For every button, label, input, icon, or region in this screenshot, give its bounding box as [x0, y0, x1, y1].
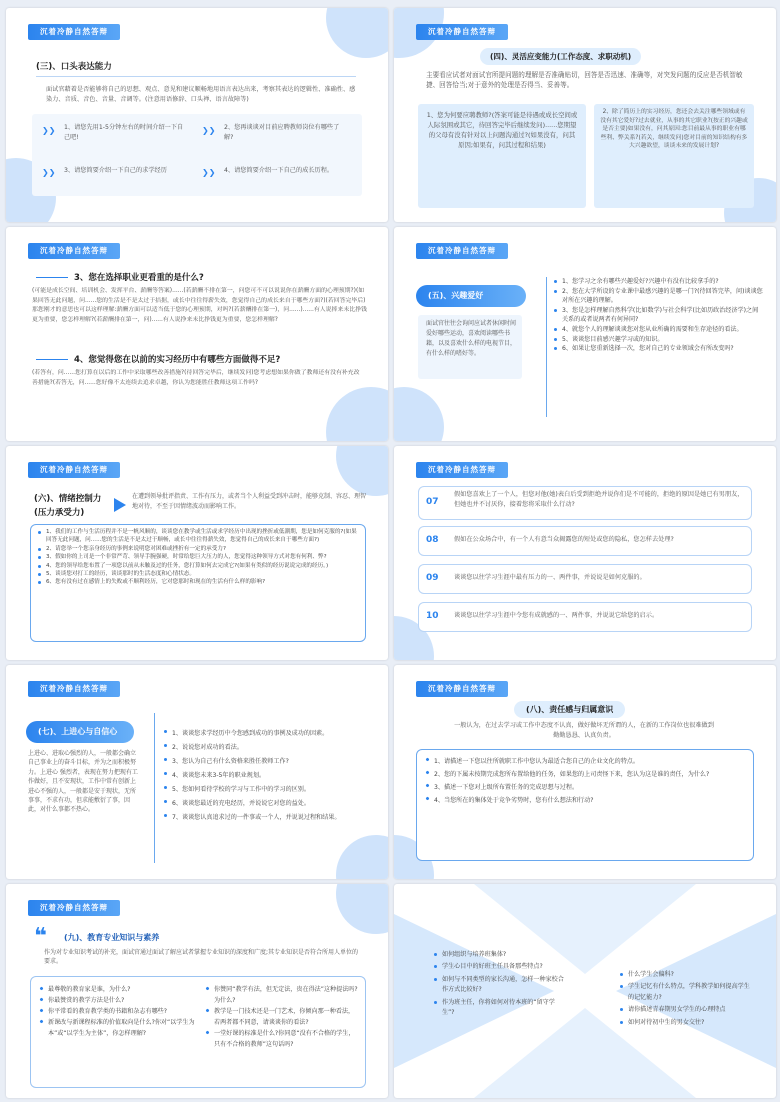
list-item: 2、请您举一个您亲身经历的事例来说明您对困难或挫折有一定的承受力?: [38, 545, 360, 553]
list-item: 3、描述一下您对上级所布置任务的完成思想与过程。: [426, 781, 746, 794]
item-number: 09: [426, 573, 439, 583]
question-list: [164, 727, 374, 825]
slide-4: [394, 227, 776, 441]
slide-heading: (九)、教育专业知识与素养: [64, 933, 160, 942]
question-3-heading: 3、您在选择职业更看重的是什么?: [74, 273, 204, 283]
list-item: 请你描述青春期男女学生的心理特点: [620, 1005, 750, 1015]
slide-tag: 沉着冷静自然答辩: [28, 24, 120, 40]
slide-heading: (六)、情绪控制力: [34, 494, 102, 504]
question-list-right: [206, 984, 360, 1050]
list-item: 一堂好课的标准是什么?你同意“没有不合格的学生，只有不合格的教师”这句话吗?: [206, 1028, 360, 1050]
question-4: 4、请您简要介绍一下自己的成长历程。: [224, 167, 334, 174]
intro-text: 面试官藉着是否能够将自己的思想、观点、意见和建议顺畅地用语言表达出来，考察其表达的逻辑性、准确性、感染力、音质、音色、音量、音调等。(注意用语修辞、口头禅、语言故障等): [46, 86, 356, 103]
intro-text: 上进心、进取心强烈的人，一般都会确立自己事业上的奋斗目标，并为之而积极努力。上进心 强烈者，表现在努力把现有工作做好，且不安现状，工作中常有创新上进心不强的人，一般都是安于现状，无所事事，不求有功，但求能敷衍了事，因此，对什么事都不热心。: [28, 750, 138, 814]
question-4-text: (若答有，问......您打算在以后的工作中采取哪些改善措施?(待回答完毕后，继续发问)您考虑想如果你做了教师还有没有补充改善措施?(若答无，问......您好像不太连续去追求卓越，你认为您能胜任教师这项工作吗?: [32, 370, 360, 386]
slide-tag: 沉着冷静自然答辩: [28, 462, 120, 478]
quote-icon: ❝: [34, 924, 47, 949]
question-list: [38, 528, 360, 587]
item-number: 10: [426, 611, 439, 621]
slide-tag: 沉着冷静自然答辩: [28, 243, 120, 259]
list-item: 如何与不同类型的家长沟通，怎样一种家校合作方式比较好?: [434, 975, 564, 996]
list-item: 3、假如你的上司是一个非常严苛、领导手腕强硬，时常给您巨大压力的人，您觉得这种领导方式对您有何利、弊?: [38, 553, 360, 561]
list-item: 2、您在大学所设的专业课中最感兴趣的是哪一门?(待回答完毕，问)谈谈您对所在兴趣的理解。: [554, 287, 764, 306]
list-item: 新课改与新课程标准的价值取向是什么?你对“以学生为本”或“以学生为主体”，你怎样理解?: [40, 1017, 200, 1039]
slide-tag: 沉着冷静自然答辩: [416, 462, 508, 478]
list-item: 3、您认为自己有什么资格来胜任教师工作?: [164, 755, 374, 769]
slide-8: [394, 665, 776, 879]
list-item: 如何对待初中生的男女交往?: [620, 1018, 750, 1028]
slide-tag: 沉着冷静自然答辩: [416, 681, 508, 697]
item-text: 谈谈您以往学习生涯中最有压力的一、两件事，并说说是如何克服的。: [454, 574, 646, 581]
question-list: [554, 277, 764, 354]
intro-text: 在遭到领导批评指责、工作有压力，或者当个人利益受到冲击时，能够克制、容忍、理智地对待，不至于因情绪波动而影响工作。: [132, 493, 367, 510]
list-item: 2、您的下属未按期完成您所布置给他的任务，如果您的上司责怪下来，您认为这是谁的责任，为什么?: [426, 768, 746, 781]
arrow-icon: [114, 498, 126, 512]
slide-heading: (四)、灵活应变能力(工作态度、求职动机): [480, 48, 641, 65]
list-item: 1、您学习之余有哪些兴趣爱好?兴趣中有没有比较拿手的?: [554, 277, 764, 287]
question-list-left: [434, 950, 564, 1020]
item-text: 假如在公众场合中，有一个人有意当众揭露您的短处或您的隐私，您怎样去处理?: [454, 536, 674, 543]
list-item: 4、当您所在的集体处于竞争劣势时，您有什么想法和行动?: [426, 794, 746, 807]
list-item: 6、谈谈您最近的充电经历，并说说它对您的益处。: [164, 797, 374, 811]
list-item: 1、我们的工作与生活历程并不是一帆风顺的，谈谈您在教学或生活或求学经历中出现的挫折或低潮期，您是如何克服的?(如果回答无此问题，问......您的生活是不是太过于顺畅，或长中往往得薪失效，您觉得自己的成长来自于哪些方面?): [38, 528, 360, 545]
question-1: 1、请您先用1-5分钟左右的时间介绍一下自己吧!: [64, 124, 184, 141]
slide-6: [394, 446, 776, 660]
slide-9: [6, 884, 388, 1098]
question-left: 1、您为何要应聘教师?(答案可能是待遇或成长空间或人际氛围或其它，待回答完毕后继续发问)......您期望的父母有没有针对以上问题沟通过?(如果没有，问其原因;如果有，问其过程和结果): [426, 111, 578, 149]
slide-tag: 沉着冷静自然答辩: [416, 24, 508, 40]
list-item: 7、谈谈您认真追求过的一件事或一个人，并说说过程和结果。: [164, 811, 374, 825]
slide-1: 沉着冷静自然答辩 (三)、口头表达能力 面试官藉着是否能够将自己的思想、观点、意见和建议顺畅地用语言表达出来，考察其表达的逻辑性、准确性、感染力、音质、音色、音量、音调等。(注意用语修辞、口头禅、语言故障等) ❯❯ 1、请您先用1-5分钟左右的时间介绍一下自己吧! ❯❯ 2、您再谈谈对目前应聘教师岗位有哪些了解? ❯❯ 3、请您简要介绍一下自己的求学经历 ❯❯ 4、请您简要介绍一下自己的成长历程。: [6, 8, 388, 222]
list-item: 4、您的领导给您布置了一项您以前从未触及过的任务，您打算如何去完成它?(如果有类似的经历说说完成的经历。): [38, 562, 360, 570]
list-item: 学生心目中的好班主任具备那些特点?: [434, 962, 564, 972]
item-number: 07: [426, 497, 439, 507]
question-3: 3、请您简要介绍一下自己的求学经历: [64, 167, 167, 174]
list-item: 5、您如何看待学校的学习与工作中的学习的区别。: [164, 783, 374, 797]
list-item: 5、谈谈您对打工的经历，谈谈那时的生活态度和心情状态。: [38, 570, 360, 578]
question-list-left: [40, 984, 200, 1039]
list-item: 1、请描述一下您以往所就职工作中您认为最适合您自己的企业文化的特点。: [426, 755, 746, 768]
slide-heading: (三)、口头表达能力: [36, 62, 112, 72]
intro-text: 面试官往往会询问应试者休闲时间爱好哪些运动，喜欢阅读哪些书籍，以及喜欢什么样的电视节目，有什么样的嗜好等。: [426, 320, 517, 357]
slide-heading: (八)、责任感与归属意识: [514, 701, 625, 718]
question-right: 2、除了简历上的实习经历，您还会去关注哪些领域或有没有其它爱好?过去就业，从事的其它职业?(按正的兴趣或是否主要)如果没有，问其原因:您目前最从事的职业有哪些利、弊关系?(若关，继续发问)您对目前的知识结构有多大兴趣欲望，谈谈未来的发展计划?: [600, 109, 748, 150]
list-item: 3、您是怎样理解自然科学(比如数学)与社会科学(比如历政治经济学)之间关系的或者说两者有何异同?: [554, 306, 764, 325]
list-item: 什么学生会偏科?: [620, 970, 750, 980]
list-item: 你平常看的教育教学类的书籍和杂志有哪些?: [40, 1006, 200, 1017]
list-item: 4、就您个人的理解谈谈您对您从业所确的需要和生存途径的看法。: [554, 325, 764, 335]
question-2: 2、您再谈谈对目前应聘教师岗位有哪些了解?: [224, 124, 340, 141]
slide-tag: 沉着冷静自然答辩: [28, 900, 120, 916]
list-item: 教学是一门技术还是一门艺术，你倾向那一种看法，若两者都不同意，请谈谈你的看法?: [206, 1006, 360, 1028]
slide-subheading: (压力承受力): [34, 508, 85, 518]
slide-10: [394, 884, 776, 1098]
list-item: 你赞同“教学有法，但无定法，贵在得法”这种提法吗?为什么?: [206, 984, 360, 1006]
list-item: 作为班主任，你将如何对待本班的“留守学生”?: [434, 998, 564, 1019]
slide-7: [6, 665, 388, 879]
item-text: 谈谈您以往学习生涯中令您有成就感的一、两件事，并说说它给您的启示。: [454, 612, 659, 619]
list-item: 2、说说您对成功的看法。: [164, 741, 374, 755]
list-item: 如何组织与培养班集体?: [434, 950, 564, 960]
list-item: 最尊敬的教育家是谁，为什么?: [40, 984, 200, 995]
question-3-text: (可能是成长空间、培训机会、发挥平台、薪酬等答案)......(若薪酬不排在第一，问您可不可以说说你在薪酬方面的心理预期?)(如果回答无此问题，问......您的生活是不是太过于拮据，或长中往往得薪失效，您觉得自己的成长来自于哪些方面?)(若回答完毕后)那您刚才的意思也可以这样理解:薪酬方面可以适当低于您的心理预期，对吗?(若薪酬排在第一)，问......)......有人说摔来未比挣钱更为重要，您怎样理解?(若薪酬排在第一，问)......有人说挣来未比挣钱更为重要，您怎样理解?: [32, 288, 367, 323]
slide-heading: (七)、上进心与自信心: [26, 721, 134, 743]
list-item: 6、如果让您重新选择一次，您对自己的专业领域会有所改变吗?: [554, 344, 764, 354]
list-item: 你最赞赏的教学方法是什么?: [40, 995, 200, 1006]
slide-tag: 沉着冷静自然答辩: [28, 681, 120, 697]
list-item: 1、谈谈您求学经历中令您感到成功的事例及成功的因素。: [164, 727, 374, 741]
item-text: 假如您喜欢上了一个人，但您对他(她)表白后受到拒绝并说你们是不可能的，拒绝的原因是她已有男朋友，但她也并不讨厌你，接着您将采取什么行动?: [454, 491, 744, 508]
question-list: [426, 755, 746, 807]
slide-heading: (五)、兴趣爱好: [416, 285, 526, 307]
list-item: 6、您有没有过在感情上的失败或不顺利经历，它对您那时和现在的生活有什么样的影响?: [38, 578, 360, 586]
intro-text: 作为对专业知识考试的补充，面试官通过面试了解应试者掌握专业知识的深度和广度;其专业知识是否符合所用人单位的要求。: [44, 949, 359, 966]
slide-5: [6, 446, 388, 660]
question-4-heading: 4、您觉得您在以前的实习经历中有哪些方面做得不足?: [74, 355, 281, 365]
intro-text: 主要看应试者对面试官所提问题的理解是否准确贴切，回答是否迅速、准确等，对突发问题的反应是否机智敏捷、回答恰当;对于意外的处理是否得当、妥善等。: [426, 71, 743, 89]
list-item: 5、谈谈您目前感兴趣学习或的知识。: [554, 335, 764, 345]
list-item: 4、谈谈您未来3-5年的职业规划。: [164, 769, 374, 783]
list-item: 学生记忆有什么特点，学科教学如何提高学生的记忆能力?: [620, 982, 750, 1003]
slide-2: [394, 8, 776, 222]
question-list-right: [620, 970, 750, 1030]
intro-text: 一般认为，在过去学习或工作中态度不认真，做好做坏无所谓的人，在新的工作岗位也很难做到勤勤恳恳、认真负责。: [454, 722, 714, 739]
slide-3: [6, 227, 388, 441]
slide-tag: 沉着冷静自然答辩: [416, 243, 508, 259]
item-number: 08: [426, 535, 439, 545]
